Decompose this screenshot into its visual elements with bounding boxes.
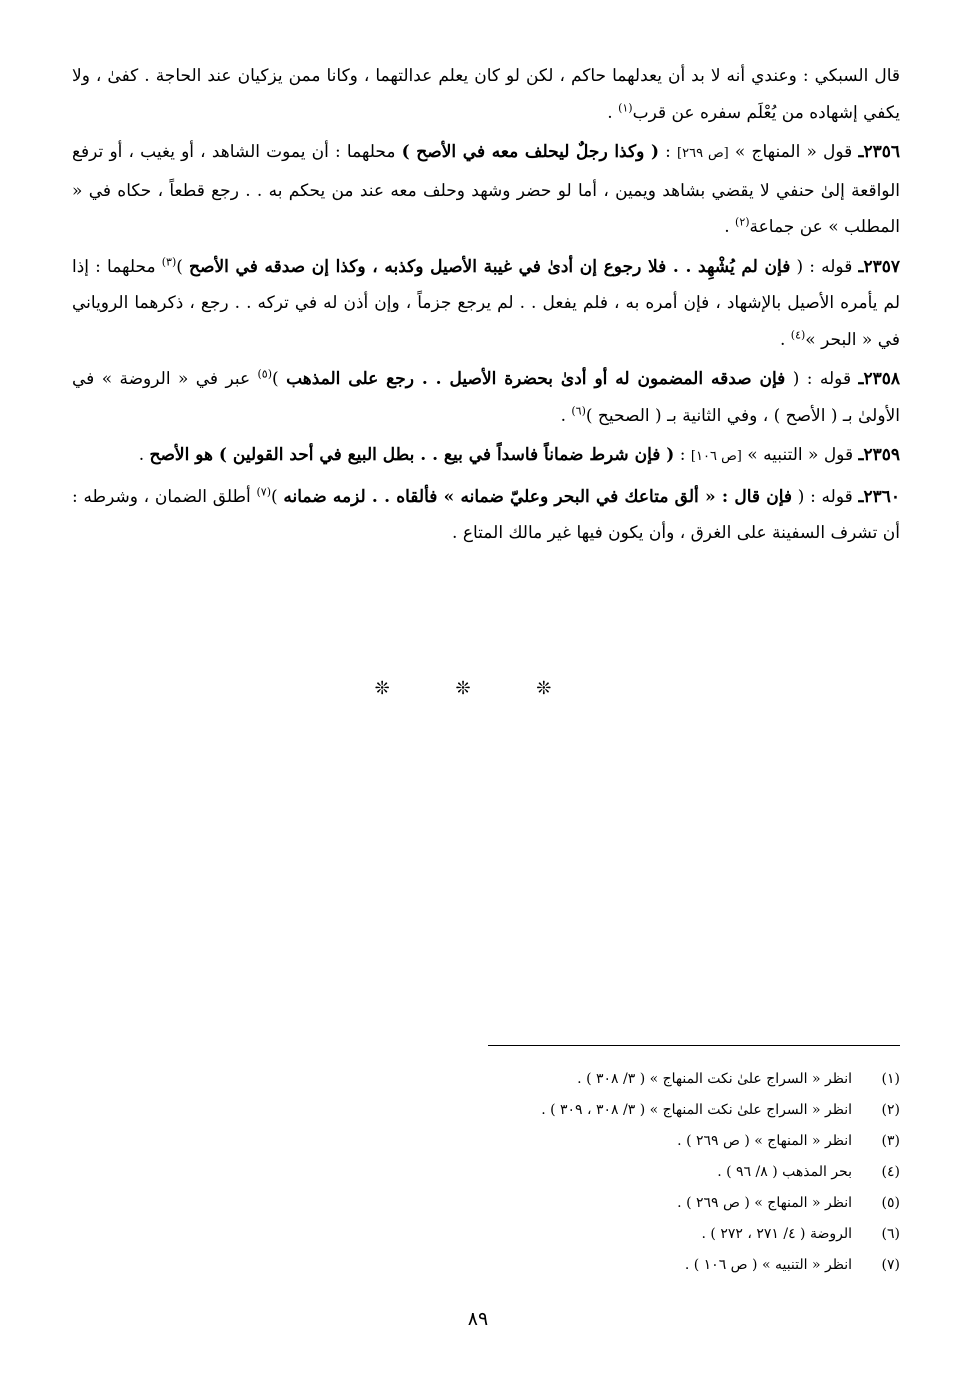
footnote bbox=[300, 1188, 900, 1219]
footnote-text: انظر « السراج علىٰ نكت المنهاج » ( ٣/ ٣٠٨ ، ٣٠٩ ) . bbox=[541, 1102, 852, 1118]
issue-number: ٢٣٥٦ـ bbox=[858, 142, 900, 162]
issue-number: ٢٣٥٨ـ bbox=[858, 369, 900, 389]
issue-number: ٢٣٥٩ـ bbox=[858, 445, 900, 465]
paragraph-end: . bbox=[560, 405, 572, 426]
paragraph-2357 bbox=[72, 249, 900, 359]
footnote-ref: (٢) bbox=[735, 215, 750, 229]
quoted-text: فإن قال : « ألق متاعك في البحر وعليّ ضمانه » فألقاه . . لزمه ضمانه bbox=[283, 486, 793, 507]
paragraph-text: : bbox=[674, 445, 691, 465]
footnote bbox=[300, 1095, 900, 1126]
footnote-text: الروضة ( ٤/ ٢٧١ ، ٢٧٢ ) . bbox=[701, 1226, 852, 1242]
footnote-ref: (٧) bbox=[256, 484, 272, 498]
footnote-text: انظر « المنهاج » ( ص ٢٦٩ ) . bbox=[677, 1133, 852, 1149]
quoted-text: فإن صدقه المضمون له أو أدىٰ بحضرة الأصيل . . رجع على المذهب bbox=[286, 369, 786, 389]
footnote-number: (٢) bbox=[881, 1102, 900, 1118]
paragraph-text: قول « المنهاج » bbox=[728, 142, 859, 162]
footnote-number: (٧) bbox=[881, 1257, 900, 1273]
paragraph-text: محلهما : إذا لم يأمره الأصيل بالإشهاد ، فإن أمره به ، فلم يفعل . . لم يرجع جزماً ، وإن أذن له في تركه . . رجع ، ذكرهما الروياني في « البحر » bbox=[72, 256, 900, 350]
footnote-number: (٥) bbox=[881, 1195, 900, 1211]
paragraph-end: . bbox=[779, 329, 791, 350]
footnote-text: بحر المذهب ( ٨/ ٩٦ ) . bbox=[717, 1164, 852, 1180]
footnote bbox=[300, 1250, 900, 1281]
paragraph-text: محلهما : أن يموت الشاهد ، أو يغيب ، أو ترفع الواقعة إلىٰ حنفي لا يقضي بشاهد ويمين ، أما لو حضر وشهد وحلف معه عند من يحكم به . . رجع قطعاً ، حكاه في « المطلب » عن جماعة bbox=[72, 142, 900, 237]
footnote-ref: (٣) bbox=[161, 254, 177, 268]
page-reference: [ص ١٠٦] bbox=[690, 449, 742, 464]
paragraph-text: قوله : ( bbox=[790, 256, 859, 277]
paragraph-2359 bbox=[72, 437, 900, 476]
footnote bbox=[300, 1219, 900, 1250]
footnote-text: انظر « المنهاج » ( ص ٢٦٩ ) . bbox=[677, 1195, 852, 1211]
paragraph-2356 bbox=[72, 134, 900, 246]
paragraph-text: ) bbox=[272, 369, 287, 389]
footnote-text: انظر « التنبيه » ( ص ١٠٦ ) . bbox=[684, 1257, 852, 1273]
quoted-text: ( فإن شرط ضماناً فاسداً في بيع . . بطل البيع في أحد القولين ) هو الأصح bbox=[149, 445, 675, 465]
footnote-ref: (٥) bbox=[257, 367, 273, 381]
paragraph-2358 bbox=[72, 361, 900, 434]
main-text bbox=[72, 58, 900, 555]
paragraph-end: . bbox=[138, 445, 150, 465]
paragraph-text: أطلق الضمان ، وشرطه : أن تشرف السفينة على الغرق ، وأن يكون فيها غير مالك المتاع . bbox=[72, 486, 900, 543]
paragraph-sobki-quote bbox=[72, 58, 900, 131]
paragraph-text: ) bbox=[176, 256, 190, 277]
page-number: ٨٩ bbox=[467, 1308, 489, 1330]
paragraph-text: : bbox=[659, 142, 678, 162]
footnote-ref: (١) bbox=[618, 100, 633, 114]
page-reference: [ص ٢٦٩] bbox=[677, 146, 729, 161]
footnote bbox=[300, 1126, 900, 1157]
quoted-text: ( وكذا رجلٌ ليحلف معه في الأصح ) bbox=[401, 142, 659, 162]
footnote bbox=[300, 1157, 900, 1188]
footnote-number: (٦) bbox=[881, 1226, 900, 1242]
paragraph-text: ) bbox=[271, 486, 284, 507]
paragraph-text: قال السبكي : وعندي أنه لا بد أن يعدلهما حاكم ، لكن لو كان يعلم عدالتهما ، وكانا ممن يزكيان عند الحاجة . كفىٰ ، ولا يكفي إشهاده من يُعْلَم سفره عن قرب bbox=[72, 66, 900, 123]
footnote-text: انظر « السراج علىٰ نكت المنهاج » ( ٣/ ٣٠٨ ) . bbox=[577, 1071, 852, 1087]
paragraph-text: قوله : ( bbox=[792, 486, 859, 507]
paragraph-end: . bbox=[724, 217, 736, 237]
footnote-number: (٣) bbox=[881, 1133, 900, 1149]
issue-number: ٢٣٥٧ـ bbox=[858, 256, 900, 277]
quoted-text: فإن لم يُشْهِد . . فلا رجوع إن أدىٰ في غيبة الأصيل وكذبه ، وكذا إن صدقه في الأصح bbox=[189, 256, 791, 277]
paragraph-end: . bbox=[607, 102, 619, 123]
footnote-number: (٤) bbox=[881, 1164, 900, 1180]
paragraph-2360 bbox=[72, 479, 900, 552]
paragraph-text: عبر في « الروضة » في الأولىٰ بـ ( الأصح ) ، وفي الثانية بـ ( الصحيح ) bbox=[72, 369, 900, 426]
footnote-divider bbox=[488, 1045, 900, 1046]
footnote bbox=[300, 1064, 900, 1095]
paragraph-text: قول « التنبيه » bbox=[741, 445, 859, 465]
footnote-ref: (٤) bbox=[790, 327, 806, 341]
footnotes bbox=[300, 1064, 900, 1281]
section-separator: ❊ ❊ ❊ bbox=[374, 678, 582, 699]
footnote-ref: (٦) bbox=[571, 403, 586, 417]
footnote-number: (١) bbox=[881, 1071, 900, 1087]
paragraph-text: قوله : ( bbox=[785, 369, 859, 389]
issue-number: ٢٣٦٠ـ bbox=[858, 486, 900, 507]
